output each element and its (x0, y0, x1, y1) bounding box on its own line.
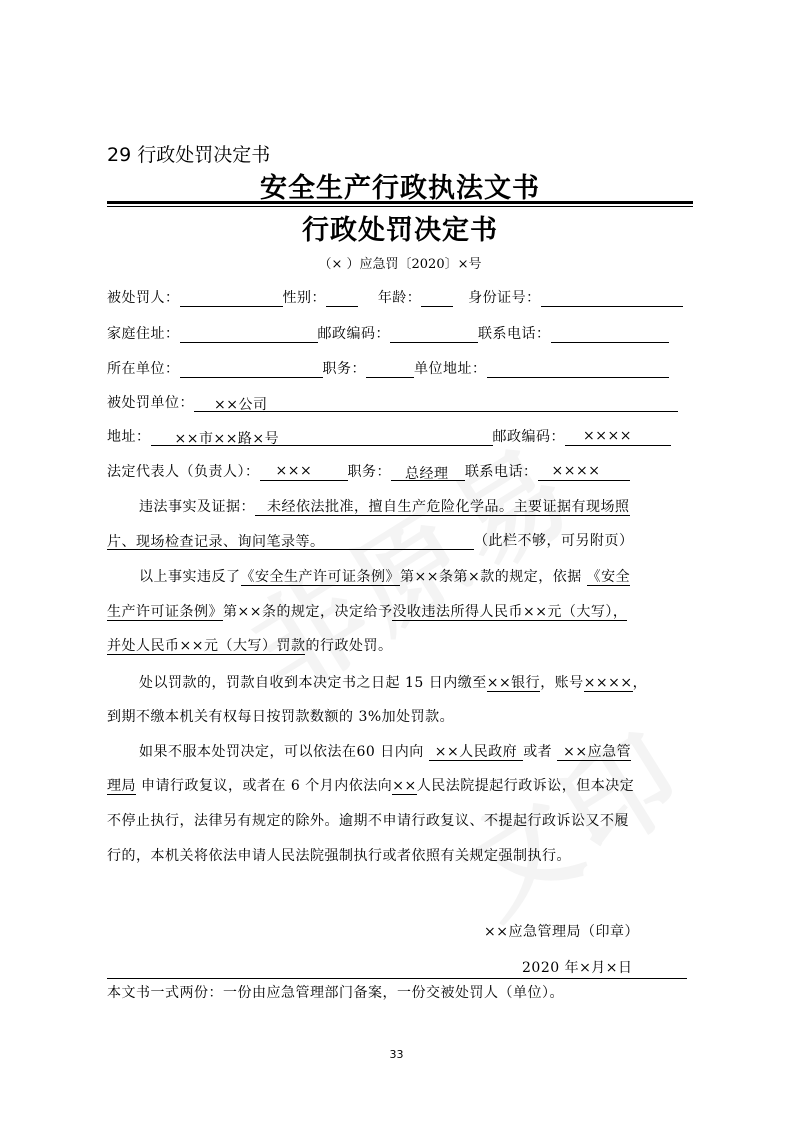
payment-text: ， (632, 675, 648, 691)
violation-text: 的行政处罚。 (305, 638, 393, 654)
row-workplace (107, 358, 669, 378)
appeal-government: ××人民政府 (429, 744, 523, 761)
penalty-fine: 并处人民币××元（大写）罚款 (107, 638, 306, 654)
footnote: 本文书一式两份：一份由应急管理部门备案，一份交被处罚人（单位）。 (107, 985, 564, 1001)
violation-line-1 (139, 566, 630, 586)
phone-label: 联系电话： (478, 326, 551, 342)
phone2-label: 联系电话： (465, 464, 538, 480)
issuer-seal: ××应急管理局（印章） (484, 924, 639, 940)
gender-label: 性别： (282, 290, 326, 306)
appeal-bureau: 理局 (107, 778, 136, 794)
row-address (107, 426, 671, 446)
punished-unit-field[interactable]: ××公司 (194, 394, 678, 412)
age-field[interactable] (421, 288, 453, 307)
id-number-field[interactable] (541, 288, 683, 307)
footer-rule (107, 978, 687, 979)
appeal-text: 如果不服本处罚决定，可以依法在60 日内向 (139, 744, 424, 760)
violated-regulation: 《安全生产许可证条例》 (240, 569, 400, 585)
gender-field[interactable] (326, 288, 358, 307)
doc-series-title: 安全生产行政执法文书 (260, 173, 540, 204)
basis-regulation: 生产许可证条例》 (107, 604, 223, 620)
appeal-line-2 (107, 775, 634, 795)
payment-line-2: 到期不缴本机关有权每日按罚款数额的 3%加处罚款。 (107, 709, 455, 725)
workplace-field[interactable] (180, 359, 323, 378)
punished-person-label: 被处罚人： (107, 290, 180, 306)
position-label: 职务： (322, 361, 366, 377)
appeal-line-4: 行的，本机关将依法申请人民法院强制执行或者依照有关规定强制执行。 (107, 848, 571, 864)
facts-label: 违法事实及证据： (139, 499, 255, 515)
address-label: 地址： (107, 429, 151, 445)
facts-line-1 (139, 496, 630, 516)
payment-text: 处以罚款的，罚款自收到本决定书之日起 15 日内缴至 (139, 675, 487, 691)
punished-unit-label: 被处罚单位： (107, 395, 194, 411)
payment-text: ，账号 (540, 675, 584, 691)
position2-label: 职务： (347, 464, 391, 480)
doc-number: （× ）应急罚〔2020〕×号 (318, 257, 482, 272)
row-punished-unit (107, 392, 678, 412)
age-label: 年龄： (377, 290, 422, 306)
legal-rep-label: 法定代表人（负责人）： (107, 464, 260, 480)
home-address-field[interactable] (180, 324, 318, 343)
home-address-label: 家庭住址： (107, 326, 180, 342)
title-rule-thick (107, 201, 693, 204)
penalty-confiscation: 没收违法所得人民币××元（大写）， (392, 604, 628, 620)
appeal-court: ×× (392, 778, 417, 794)
appeal-text: 申请行政复议，或者在 6 个月内依法向 (140, 778, 393, 794)
page-number: 33 (389, 1048, 404, 1061)
appeal-line-1 (139, 741, 631, 761)
violation-text: 以上事实违反了 (139, 569, 241, 585)
facts-value-2: 片、现场检查记录、询问笔录等。 (107, 531, 474, 550)
postcode-field[interactable] (390, 324, 478, 343)
violation-line-3 (107, 635, 392, 655)
appeal-line-3: 不停止执行，法律另有规定的除外。逾期不申请行政复议、不提起行政诉讼又不履 (107, 813, 629, 829)
position-field[interactable] (366, 359, 414, 378)
appeal-text: 或者 (523, 744, 553, 760)
facts-line-2 (107, 530, 634, 550)
postcode2-field[interactable]: ×××× (565, 428, 671, 446)
row-legal-rep (107, 461, 630, 481)
payment-line-1 (139, 672, 647, 692)
punished-person-field[interactable] (180, 288, 283, 307)
violation-line-2 (107, 601, 627, 621)
work-address-label: 单位地址： (414, 361, 487, 377)
violation-text: 第××条的规定，决定给予 (223, 604, 393, 620)
phone2-field[interactable]: ×××× (538, 463, 630, 481)
violation-text: 第××条第×款的规定，依据 (400, 569, 582, 585)
postcode2-label: 邮政编码： (492, 429, 565, 445)
title-rule-thin (107, 206, 693, 207)
postcode-label: 邮政编码： (317, 326, 390, 342)
section-heading: 29 行政处罚决定书 (107, 144, 271, 166)
issue-date: 2020 年×月×日 (522, 960, 633, 976)
payment-account: ×××× (583, 675, 633, 691)
workplace-label: 所在单位： (107, 361, 180, 377)
legal-rep-field[interactable]: ××× (260, 463, 348, 481)
doc-title: 行政处罚决定书 (302, 215, 498, 246)
appeal-text: 人民法院提起行政诉讼，但本决定 (416, 778, 635, 794)
facts-value-1: 未经依法批准，擅自生产危险化学品。主要证据有现场照 (255, 499, 630, 516)
payment-bank: ××银行 (486, 675, 541, 691)
basis-regulation: 《安全 (586, 569, 631, 585)
address-field[interactable]: ××市××路×号 (151, 428, 493, 446)
facts-note: （此栏不够，可另附页） (474, 533, 634, 549)
phone-field[interactable] (551, 324, 669, 343)
row-home-address (107, 323, 669, 343)
row-punished-person (107, 287, 683, 307)
position2-field[interactable]: 总经理 (391, 463, 465, 481)
appeal-bureau: ××应急管 (557, 744, 631, 761)
work-address-field[interactable] (487, 359, 669, 378)
id-number-label: 身份证号： (468, 290, 541, 306)
